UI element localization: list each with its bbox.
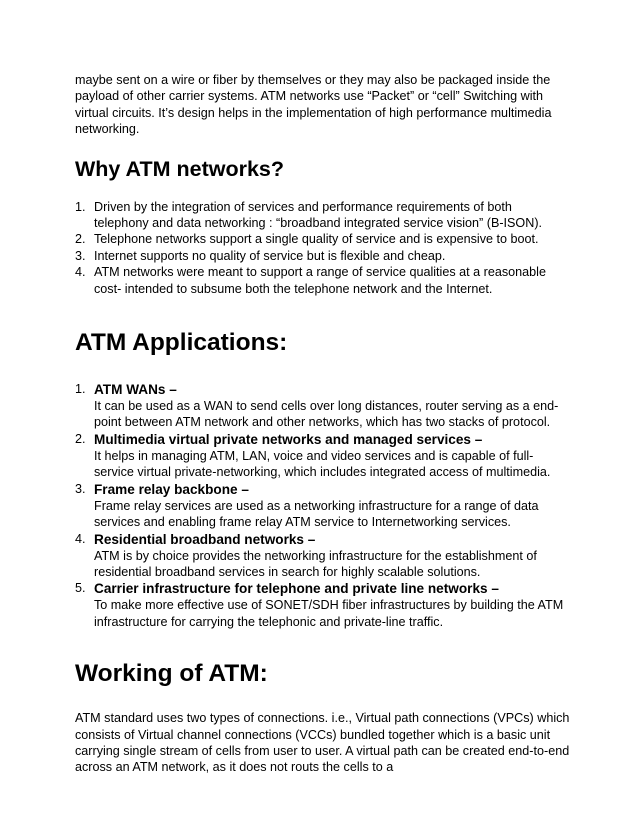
application-item <box>75 481 570 531</box>
working-paragraph: ATM standard uses two types of connections. i.e., Virtual path connections (VPCs) which consists of Virtual channel connections (VCCs) bundled together which is a basic unit carrying single stream of cells from user to user. A virtual path can be created end-to-end across an ATM network, as it does not routs the cells to a <box>75 711 570 775</box>
application-item <box>75 431 570 481</box>
working-of-atm-heading: Working of ATM: <box>75 660 268 688</box>
list-item <box>75 264 570 297</box>
list-number: 2. <box>75 232 86 247</box>
application-item <box>75 381 570 431</box>
application-item <box>75 580 570 630</box>
list-number: 3. <box>75 481 86 496</box>
list-number: 4. <box>75 531 86 546</box>
list-item-text: Driven by the integration of services and performance requirements of both telephony and data networking : “broadband integrated service vision” (B-ISON). <box>94 199 543 231</box>
document-page <box>75 72 570 776</box>
why-atm-list <box>75 199 570 297</box>
list-item-text: Telephone networks support a single quality of service and is expensive to boot. <box>94 232 539 247</box>
application-title: ATM WANs – <box>94 382 177 398</box>
list-number: 1. <box>75 382 86 397</box>
application-description: ATM is by choice provides the networking infrastructure for the establishment of residential broadband services in search for highly scalable solutions. <box>94 548 537 579</box>
list-item <box>75 199 570 232</box>
list-number: 2. <box>75 431 86 446</box>
atm-applications-list <box>75 381 570 630</box>
application-title: Carrier infrastructure for telephone and private line networks – <box>94 581 499 597</box>
application-description: To make more effective use of SONET/SDH fiber infrastructures by building the ATM infrastructure for carrying the telephonic and private-line traffic. <box>94 598 564 629</box>
application-description: It can be used as a WAN to send cells over long distances, router serving as a end-point between ATM network and other networks, which has two stacks of protocol. <box>94 399 559 430</box>
application-item <box>75 531 570 581</box>
list-item <box>75 248 570 264</box>
application-title: Residential broadband networks – <box>94 531 316 547</box>
why-atm-heading: Why ATM networks? <box>75 156 285 181</box>
list-item-text: Internet supports no quality of service but is flexible and cheap. <box>94 248 446 263</box>
list-number: 3. <box>75 248 86 263</box>
list-item <box>75 231 570 247</box>
application-title: Multimedia virtual private networks and managed services – <box>94 431 483 447</box>
application-title: Frame relay backbone – <box>94 481 249 497</box>
list-number: 5. <box>75 581 86 596</box>
list-number: 4. <box>75 265 86 280</box>
list-number: 1. <box>75 199 86 214</box>
application-description: It helps in managing ATM, LAN, voice and video services and is capable of full-service virtual private-networking, which includes integrated access of multimedia. <box>94 448 551 480</box>
intro-paragraph: maybe sent on a wire or fiber by themselves or they may also be packaged inside the payload of other carrier systems. ATM networks use “Packet” or “cell” Switching with virtual circuits. It’s design helps in the implementation of high performance multimedia networking. <box>75 73 552 137</box>
application-description: Frame relay services are used as a networking infrastructure for a range of data services and enabling frame relay ATM service to Internetworking services. <box>94 498 539 530</box>
atm-applications-heading: ATM Applications: <box>75 329 288 357</box>
list-item-text: ATM networks were meant to support a range of service qualities at a reasonable cost- intended to subsume both the telephone network and the Internet. <box>94 265 546 296</box>
